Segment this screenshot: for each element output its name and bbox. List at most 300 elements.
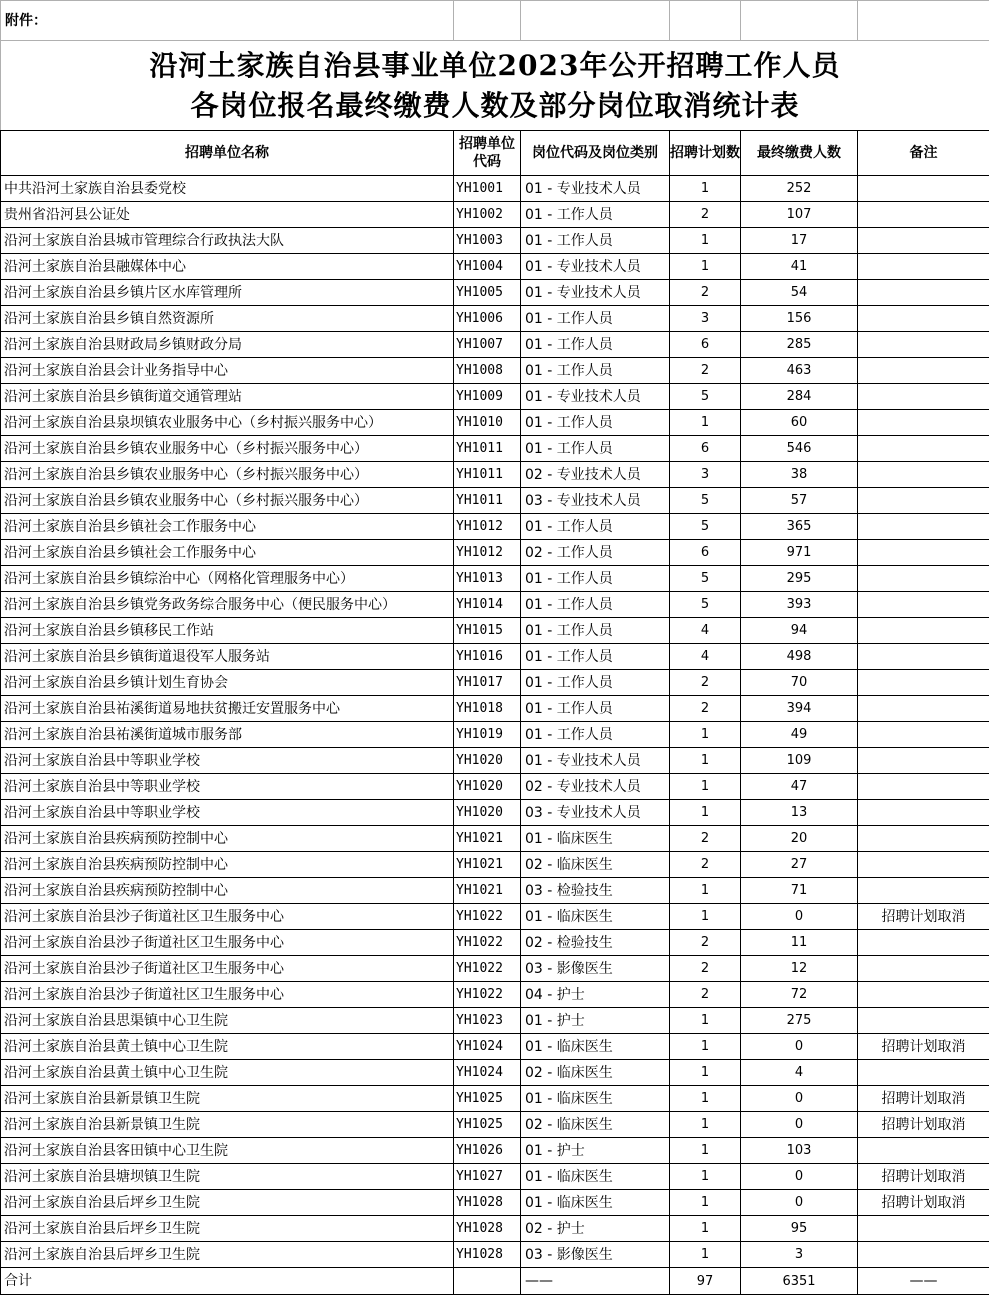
remark-cell[interactable] <box>858 696 989 722</box>
unit-code-cell[interactable]: YH1006 <box>454 306 521 332</box>
table-row <box>1 384 989 410</box>
paid-count-cell[interactable]: 20 <box>741 826 858 852</box>
table-row <box>1 592 989 618</box>
plan-count-cell[interactable]: 5 <box>670 384 741 410</box>
remark-cell[interactable] <box>858 176 989 202</box>
table-title-line1: 沿河土家族自治县事业单位2023年公开招聘工作人员 <box>1 46 989 86</box>
plan-count-cell[interactable]: 1 <box>670 1086 741 1112</box>
remark-cell[interactable] <box>858 956 989 982</box>
unit-code-cell[interactable]: YH1024 <box>454 1034 521 1060</box>
unit-name-cell[interactable]: 沿河土家族自治县中等职业学校 <box>1 800 454 826</box>
paid-count-cell[interactable]: 17 <box>741 228 858 254</box>
unit-code-cell[interactable]: YH1021 <box>454 852 521 878</box>
unit-code-cell[interactable]: YH1015 <box>454 618 521 644</box>
plan-count-cell[interactable]: 1 <box>670 1112 741 1138</box>
plan-count-cell[interactable]: 3 <box>670 306 741 332</box>
remark-cell[interactable] <box>858 930 989 956</box>
unit-code-cell[interactable]: YH1012 <box>454 514 521 540</box>
unit-code-cell[interactable]: YH1012 <box>454 540 521 566</box>
unit-code-cell[interactable]: YH1022 <box>454 930 521 956</box>
plan-count-cell[interactable]: 5 <box>670 488 741 514</box>
remark-cell[interactable] <box>858 488 989 514</box>
position-cell[interactable]: 02 - 工作人员 <box>521 540 670 566</box>
table-row <box>1 1242 989 1268</box>
paid-count-cell[interactable]: 72 <box>741 982 858 1008</box>
paid-count-cell[interactable]: 71 <box>741 878 858 904</box>
plan-count-cell[interactable]: 6 <box>670 332 741 358</box>
unit-name-cell[interactable]: 沿河土家族自治县乡镇自然资源所 <box>1 306 454 332</box>
unit-code-cell[interactable]: YH1019 <box>454 722 521 748</box>
table-row <box>1 332 989 358</box>
unit-name-cell[interactable]: 沿河土家族自治县乡镇党务政务综合服务中心（便民服务中心） <box>1 592 454 618</box>
remark-cell[interactable] <box>858 644 989 670</box>
paid-count-cell[interactable]: 285 <box>741 332 858 358</box>
paid-count-cell[interactable]: 275 <box>741 1008 858 1034</box>
unit-code-cell[interactable]: YH1014 <box>454 592 521 618</box>
remark-cell[interactable] <box>858 1060 989 1086</box>
remark-cell[interactable] <box>858 826 989 852</box>
position-cell[interactable]: 01 - 工作人员 <box>521 436 670 462</box>
remark-cell[interactable] <box>858 878 989 904</box>
remark-cell[interactable] <box>858 670 989 696</box>
unit-code-cell[interactable]: YH1018 <box>454 696 521 722</box>
unit-name-cell[interactable]: 沿河土家族自治县中等职业学校 <box>1 748 454 774</box>
header-position: 岗位代码及岗位类别 <box>521 131 670 176</box>
unit-code-cell[interactable]: YH1013 <box>454 566 521 592</box>
unit-code-cell[interactable]: YH1021 <box>454 878 521 904</box>
paid-count-cell[interactable]: 109 <box>741 748 858 774</box>
paid-count-cell[interactable]: 0 <box>741 1164 858 1190</box>
plan-count-cell[interactable]: 4 <box>670 618 741 644</box>
table-row <box>1 956 989 982</box>
unit-name-cell[interactable]: 沿河土家族自治县黄土镇中心卫生院 <box>1 1060 454 1086</box>
empty-cell[interactable] <box>670 1 741 41</box>
remark-cell[interactable] <box>858 748 989 774</box>
plan-count-cell[interactable]: 2 <box>670 956 741 982</box>
plan-count-cell[interactable]: 1 <box>670 1164 741 1190</box>
unit-code-cell[interactable]: YH1020 <box>454 748 521 774</box>
position-cell[interactable]: 02 - 临床医生 <box>521 1060 670 1086</box>
plan-count-cell[interactable]: 1 <box>670 176 741 202</box>
unit-name-cell[interactable]: 贵州省沿河县公证处 <box>1 202 454 228</box>
unit-code-cell[interactable]: YH1022 <box>454 956 521 982</box>
unit-code-cell[interactable]: YH1008 <box>454 358 521 384</box>
unit-name-cell[interactable]: 沿河土家族自治县祐溪街道城市服务部 <box>1 722 454 748</box>
table-row <box>1 930 989 956</box>
position-cell[interactable]: 01 - 专业技术人员 <box>521 176 670 202</box>
paid-count-cell[interactable]: 463 <box>741 358 858 384</box>
remark-cell[interactable]: 招聘计划取消 <box>858 1034 989 1060</box>
position-cell[interactable]: 03 - 影像医生 <box>521 956 670 982</box>
table-row <box>1 176 989 202</box>
remark-cell[interactable] <box>858 852 989 878</box>
unit-name-cell[interactable]: 沿河土家族自治县乡镇移民工作站 <box>1 618 454 644</box>
position-cell[interactable]: 01 - 工作人员 <box>521 514 670 540</box>
position-cell[interactable]: 01 - 工作人员 <box>521 722 670 748</box>
plan-count-cell[interactable]: 2 <box>670 826 741 852</box>
unit-name-cell[interactable]: 沿河土家族自治县后坪乡卫生院 <box>1 1190 454 1216</box>
unit-name-cell[interactable]: 沿河土家族自治县城市管理综合行政执法大队 <box>1 228 454 254</box>
table-row <box>1 982 989 1008</box>
paid-count-cell[interactable]: 252 <box>741 176 858 202</box>
unit-code-cell[interactable]: YH1028 <box>454 1216 521 1242</box>
plan-count-cell[interactable]: 1 <box>670 410 741 436</box>
position-cell[interactable]: 01 - 专业技术人员 <box>521 254 670 280</box>
paid-count-cell[interactable]: 57 <box>741 488 858 514</box>
remark-cell[interactable]: 招聘计划取消 <box>858 1190 989 1216</box>
position-cell[interactable]: 01 - 工作人员 <box>521 670 670 696</box>
position-cell[interactable]: 01 - 护士 <box>521 1138 670 1164</box>
header-unit-code: 招聘单位代码 <box>454 131 521 176</box>
total-code-cell[interactable] <box>454 1268 521 1295</box>
table-row <box>1 748 989 774</box>
plan-count-cell[interactable]: 3 <box>670 462 741 488</box>
paid-count-cell[interactable]: 94 <box>741 618 858 644</box>
paid-count-cell[interactable]: 47 <box>741 774 858 800</box>
position-cell[interactable]: 01 - 工作人员 <box>521 410 670 436</box>
remark-cell[interactable] <box>858 384 989 410</box>
paid-count-cell[interactable]: 546 <box>741 436 858 462</box>
unit-code-cell[interactable]: YH1026 <box>454 1138 521 1164</box>
plan-count-cell[interactable]: 2 <box>670 202 741 228</box>
plan-count-cell[interactable]: 2 <box>670 852 741 878</box>
position-cell[interactable]: 02 - 专业技术人员 <box>521 774 670 800</box>
position-cell[interactable]: 02 - 临床医生 <box>521 852 670 878</box>
remark-cell[interactable] <box>858 618 989 644</box>
remark-cell[interactable] <box>858 722 989 748</box>
position-cell[interactable]: 01 - 临床医生 <box>521 904 670 930</box>
unit-code-cell[interactable]: YH1007 <box>454 332 521 358</box>
plan-count-cell[interactable]: 1 <box>670 1008 741 1034</box>
unit-name-cell[interactable]: 中共沿河土家族自治县委党校 <box>1 176 454 202</box>
plan-count-cell[interactable]: 1 <box>670 1216 741 1242</box>
paid-count-cell[interactable]: 4 <box>741 1060 858 1086</box>
unit-code-cell[interactable]: YH1011 <box>454 488 521 514</box>
unit-name-cell[interactable]: 沿河土家族自治县乡镇农业服务中心（乡村振兴服务中心） <box>1 436 454 462</box>
unit-code-cell[interactable]: YH1004 <box>454 254 521 280</box>
paid-count-cell[interactable]: 365 <box>741 514 858 540</box>
unit-name-cell[interactable]: 沿河土家族自治县疾病预防控制中心 <box>1 826 454 852</box>
unit-name-cell[interactable]: 沿河土家族自治县新景镇卫生院 <box>1 1112 454 1138</box>
column-header-row <box>1 131 989 176</box>
paid-count-cell[interactable]: 70 <box>741 670 858 696</box>
unit-name-cell[interactable]: 沿河土家族自治县疾病预防控制中心 <box>1 878 454 904</box>
plan-count-cell[interactable]: 1 <box>670 904 741 930</box>
plan-count-cell[interactable]: 2 <box>670 280 741 306</box>
position-cell[interactable]: 03 - 专业技术人员 <box>521 488 670 514</box>
plan-count-cell[interactable]: 2 <box>670 696 741 722</box>
unit-code-cell[interactable]: YH1027 <box>454 1164 521 1190</box>
unit-code-cell[interactable]: YH1020 <box>454 774 521 800</box>
paid-count-cell[interactable]: 95 <box>741 1216 858 1242</box>
unit-name-cell[interactable]: 沿河土家族自治县黄土镇中心卫生院 <box>1 1034 454 1060</box>
empty-cell[interactable] <box>454 1 521 41</box>
unit-name-cell[interactable]: 沿河土家族自治县乡镇社会工作服务中心 <box>1 540 454 566</box>
unit-name-cell[interactable]: 沿河土家族自治县泉坝镇农业服务中心（乡村振兴服务中心） <box>1 410 454 436</box>
position-cell[interactable]: 01 - 工作人员 <box>521 228 670 254</box>
paid-count-cell[interactable]: 394 <box>741 696 858 722</box>
unit-name-cell[interactable]: 沿河土家族自治县财政局乡镇财政分局 <box>1 332 454 358</box>
plan-count-cell[interactable]: 4 <box>670 644 741 670</box>
total-remark-cell[interactable]: —— <box>858 1268 989 1295</box>
paid-count-cell[interactable]: 60 <box>741 410 858 436</box>
plan-count-cell[interactable]: 2 <box>670 982 741 1008</box>
position-cell[interactable]: 01 - 工作人员 <box>521 566 670 592</box>
table-row <box>1 1008 989 1034</box>
paid-count-cell[interactable]: 0 <box>741 1190 858 1216</box>
unit-name-cell[interactable]: 沿河土家族自治县乡镇计划生育协会 <box>1 670 454 696</box>
paid-count-cell[interactable]: 0 <box>741 1034 858 1060</box>
plan-count-cell[interactable]: 5 <box>670 566 741 592</box>
unit-name-cell[interactable]: 沿河土家族自治县塘坝镇卫生院 <box>1 1164 454 1190</box>
position-cell[interactable]: 01 - 临床医生 <box>521 1190 670 1216</box>
unit-name-cell[interactable]: 沿河土家族自治县乡镇社会工作服务中心 <box>1 514 454 540</box>
remark-cell[interactable]: 招聘计划取消 <box>858 1164 989 1190</box>
remark-cell[interactable] <box>858 462 989 488</box>
paid-count-cell[interactable]: 971 <box>741 540 858 566</box>
paid-count-cell[interactable]: 13 <box>741 800 858 826</box>
plan-count-cell[interactable]: 6 <box>670 540 741 566</box>
plan-count-cell[interactable]: 5 <box>670 592 741 618</box>
total-row <box>1 1268 989 1295</box>
remark-cell[interactable] <box>858 332 989 358</box>
position-cell[interactable]: 01 - 临床医生 <box>521 1164 670 1190</box>
unit-name-cell[interactable]: 沿河土家族自治县沙子街道社区卫生服务中心 <box>1 904 454 930</box>
unit-code-cell[interactable]: YH1016 <box>454 644 521 670</box>
empty-cell[interactable] <box>858 1 989 41</box>
position-cell[interactable]: 03 - 专业技术人员 <box>521 800 670 826</box>
remark-cell[interactable] <box>858 1138 989 1164</box>
header-remark: 备注 <box>858 131 989 176</box>
unit-code-cell[interactable]: YH1022 <box>454 904 521 930</box>
remark-cell[interactable] <box>858 306 989 332</box>
unit-code-cell[interactable]: YH1011 <box>454 462 521 488</box>
unit-code-cell[interactable]: YH1001 <box>454 176 521 202</box>
remark-cell[interactable] <box>858 202 989 228</box>
unit-name-cell[interactable]: 沿河土家族自治县会计业务指导中心 <box>1 358 454 384</box>
position-cell[interactable]: 01 - 工作人员 <box>521 306 670 332</box>
unit-name-cell[interactable]: 沿河土家族自治县疾病预防控制中心 <box>1 852 454 878</box>
position-cell[interactable]: 01 - 工作人员 <box>521 358 670 384</box>
paid-count-cell[interactable]: 54 <box>741 280 858 306</box>
paid-count-cell[interactable]: 49 <box>741 722 858 748</box>
unit-name-cell[interactable]: 沿河土家族自治县乡镇街道退役军人服务站 <box>1 644 454 670</box>
remark-cell[interactable] <box>858 514 989 540</box>
position-cell[interactable]: 03 - 影像医生 <box>521 1242 670 1268</box>
plan-count-cell[interactable]: 1 <box>670 1190 741 1216</box>
unit-code-cell[interactable]: YH1024 <box>454 1060 521 1086</box>
paid-count-cell[interactable]: 107 <box>741 202 858 228</box>
unit-code-cell[interactable]: YH1022 <box>454 982 521 1008</box>
plan-count-cell[interactable]: 1 <box>670 228 741 254</box>
paid-count-cell[interactable]: 393 <box>741 592 858 618</box>
unit-code-cell[interactable]: YH1028 <box>454 1242 521 1268</box>
unit-code-cell[interactable]: YH1025 <box>454 1112 521 1138</box>
total-paid-cell[interactable]: 6351 <box>741 1268 858 1295</box>
table-row <box>1 488 989 514</box>
position-cell[interactable]: 02 - 专业技术人员 <box>521 462 670 488</box>
unit-name-cell[interactable]: 沿河土家族自治县后坪乡卫生院 <box>1 1216 454 1242</box>
remark-cell[interactable] <box>858 436 989 462</box>
table-row <box>1 358 989 384</box>
unit-code-cell[interactable]: YH1017 <box>454 670 521 696</box>
table-title-line2: 各岗位报名最终缴费人数及部分岗位取消统计表 <box>1 86 989 126</box>
position-cell[interactable]: 01 - 工作人员 <box>521 644 670 670</box>
paid-count-cell[interactable]: 0 <box>741 1086 858 1112</box>
total-plan-cell[interactable]: 97 <box>670 1268 741 1295</box>
remark-cell[interactable] <box>858 410 989 436</box>
position-cell[interactable]: 01 - 临床医生 <box>521 826 670 852</box>
paid-count-cell[interactable]: 27 <box>741 852 858 878</box>
remark-cell[interactable]: 招聘计划取消 <box>858 904 989 930</box>
position-cell[interactable]: 01 - 工作人员 <box>521 592 670 618</box>
unit-name-cell[interactable]: 沿河土家族自治县沙子街道社区卫生服务中心 <box>1 956 454 982</box>
plan-count-cell[interactable]: 6 <box>670 436 741 462</box>
table-row <box>1 514 989 540</box>
remark-cell[interactable] <box>858 1008 989 1034</box>
unit-name-cell[interactable]: 沿河土家族自治县祐溪街道易地扶贫搬迁安置服务中心 <box>1 696 454 722</box>
position-cell[interactable]: 01 - 护士 <box>521 1008 670 1034</box>
table-row <box>1 540 989 566</box>
plan-count-cell[interactable]: 1 <box>670 1242 741 1268</box>
table-row <box>1 644 989 670</box>
remark-cell[interactable] <box>858 254 989 280</box>
position-cell[interactable]: 01 - 工作人员 <box>521 332 670 358</box>
plan-count-cell[interactable]: 2 <box>670 670 741 696</box>
unit-code-cell[interactable]: YH1003 <box>454 228 521 254</box>
position-cell[interactable]: 02 - 护士 <box>521 1216 670 1242</box>
unit-name-cell[interactable]: 沿河土家族自治县乡镇综治中心（网格化管理服务中心） <box>1 566 454 592</box>
remark-cell[interactable] <box>858 592 989 618</box>
remark-cell[interactable] <box>858 1216 989 1242</box>
paid-count-cell[interactable]: 498 <box>741 644 858 670</box>
table-row <box>1 280 989 306</box>
plan-count-cell[interactable]: 1 <box>670 774 741 800</box>
table-row <box>1 618 989 644</box>
plan-count-cell[interactable]: 1 <box>670 878 741 904</box>
table-row <box>1 852 989 878</box>
total-position-cell[interactable]: —— <box>521 1268 670 1295</box>
unit-name-cell[interactable]: 沿河土家族自治县沙子街道社区卫生服务中心 <box>1 930 454 956</box>
remark-cell[interactable] <box>858 540 989 566</box>
table-row <box>1 1060 989 1086</box>
position-cell[interactable]: 04 - 护士 <box>521 982 670 1008</box>
table-row <box>1 228 989 254</box>
paid-count-cell[interactable]: 284 <box>741 384 858 410</box>
position-cell[interactable]: 01 - 工作人员 <box>521 696 670 722</box>
table-row <box>1 1216 989 1242</box>
paid-count-cell[interactable]: 3 <box>741 1242 858 1268</box>
table-row <box>1 878 989 904</box>
position-cell[interactable]: 01 - 临床医生 <box>521 1034 670 1060</box>
plan-count-cell[interactable]: 5 <box>670 514 741 540</box>
paid-count-cell[interactable]: 156 <box>741 306 858 332</box>
position-cell[interactable]: 01 - 专业技术人员 <box>521 748 670 774</box>
plan-count-cell[interactable]: 1 <box>670 722 741 748</box>
unit-name-cell[interactable]: 沿河土家族自治县后坪乡卫生院 <box>1 1242 454 1268</box>
plan-count-cell[interactable]: 1 <box>670 1060 741 1086</box>
unit-name-cell[interactable]: 沿河土家族自治县乡镇农业服务中心（乡村振兴服务中心） <box>1 462 454 488</box>
plan-count-cell[interactable]: 1 <box>670 1034 741 1060</box>
paid-count-cell[interactable]: 103 <box>741 1138 858 1164</box>
paid-count-cell[interactable]: 12 <box>741 956 858 982</box>
table-row <box>1 722 989 748</box>
position-cell[interactable]: 01 - 专业技术人员 <box>521 280 670 306</box>
unit-code-cell[interactable]: YH1005 <box>454 280 521 306</box>
unit-name-cell[interactable]: 沿河土家族自治县中等职业学校 <box>1 774 454 800</box>
plan-count-cell[interactable]: 1 <box>670 748 741 774</box>
table-row <box>1 436 989 462</box>
paid-count-cell[interactable]: 38 <box>741 462 858 488</box>
position-cell[interactable]: 01 - 临床医生 <box>521 1086 670 1112</box>
unit-name-cell[interactable]: 沿河土家族自治县乡镇街道交通管理站 <box>1 384 454 410</box>
paid-count-cell[interactable]: 0 <box>741 1112 858 1138</box>
remark-cell[interactable] <box>858 982 989 1008</box>
remark-cell[interactable] <box>858 566 989 592</box>
table-row <box>1 410 989 436</box>
table-row <box>1 774 989 800</box>
unit-name-cell[interactable]: 沿河土家族自治县乡镇农业服务中心（乡村振兴服务中心） <box>1 488 454 514</box>
unit-code-cell[interactable]: YH1010 <box>454 410 521 436</box>
unit-name-cell[interactable]: 沿河土家族自治县融媒体中心 <box>1 254 454 280</box>
unit-code-cell[interactable]: YH1021 <box>454 826 521 852</box>
remark-cell[interactable] <box>858 1242 989 1268</box>
plan-count-cell[interactable]: 2 <box>670 930 741 956</box>
plan-count-cell[interactable]: 1 <box>670 800 741 826</box>
unit-code-cell[interactable]: YH1023 <box>454 1008 521 1034</box>
remark-cell[interactable]: 招聘计划取消 <box>858 1112 989 1138</box>
paid-count-cell[interactable]: 11 <box>741 930 858 956</box>
paid-count-cell[interactable]: 41 <box>741 254 858 280</box>
position-cell[interactable]: 03 - 检验技生 <box>521 878 670 904</box>
position-cell[interactable]: 02 - 临床医生 <box>521 1112 670 1138</box>
plan-count-cell[interactable]: 2 <box>670 358 741 384</box>
table-row <box>1 1086 989 1112</box>
unit-code-cell[interactable]: YH1011 <box>454 436 521 462</box>
remark-cell[interactable] <box>858 358 989 384</box>
remark-cell[interactable] <box>858 800 989 826</box>
unit-code-cell[interactable]: YH1028 <box>454 1190 521 1216</box>
unit-code-cell[interactable]: YH1009 <box>454 384 521 410</box>
table-row <box>1 254 989 280</box>
empty-cell[interactable] <box>521 1 670 41</box>
total-label-cell[interactable]: 合计 <box>1 1268 454 1295</box>
unit-name-cell[interactable]: 沿河土家族自治县思渠镇中心卫生院 <box>1 1008 454 1034</box>
position-cell[interactable]: 02 - 检验技生 <box>521 930 670 956</box>
position-cell[interactable]: 01 - 专业技术人员 <box>521 384 670 410</box>
remark-cell[interactable] <box>858 774 989 800</box>
plan-count-cell[interactable]: 1 <box>670 1138 741 1164</box>
remark-cell[interactable] <box>858 228 989 254</box>
position-cell[interactable]: 01 - 工作人员 <box>521 202 670 228</box>
header-unit-name: 招聘单位名称 <box>1 131 454 176</box>
unit-name-cell[interactable]: 沿河土家族自治县沙子街道社区卫生服务中心 <box>1 982 454 1008</box>
paid-count-cell[interactable]: 0 <box>741 904 858 930</box>
paid-count-cell[interactable]: 295 <box>741 566 858 592</box>
unit-name-cell[interactable]: 沿河土家族自治县乡镇片区水库管理所 <box>1 280 454 306</box>
empty-cell[interactable] <box>741 1 858 41</box>
plan-count-cell[interactable]: 1 <box>670 254 741 280</box>
table-row <box>1 800 989 826</box>
position-cell[interactable]: 01 - 工作人员 <box>521 618 670 644</box>
unit-name-cell[interactable]: 沿河土家族自治县新景镇卫生院 <box>1 1086 454 1112</box>
unit-code-cell[interactable]: YH1002 <box>454 202 521 228</box>
remark-cell[interactable]: 招聘计划取消 <box>858 1086 989 1112</box>
unit-code-cell[interactable]: YH1025 <box>454 1086 521 1112</box>
unit-name-cell[interactable]: 沿河土家族自治县客田镇中心卫生院 <box>1 1138 454 1164</box>
unit-code-cell[interactable]: YH1020 <box>454 800 521 826</box>
remark-cell[interactable] <box>858 280 989 306</box>
